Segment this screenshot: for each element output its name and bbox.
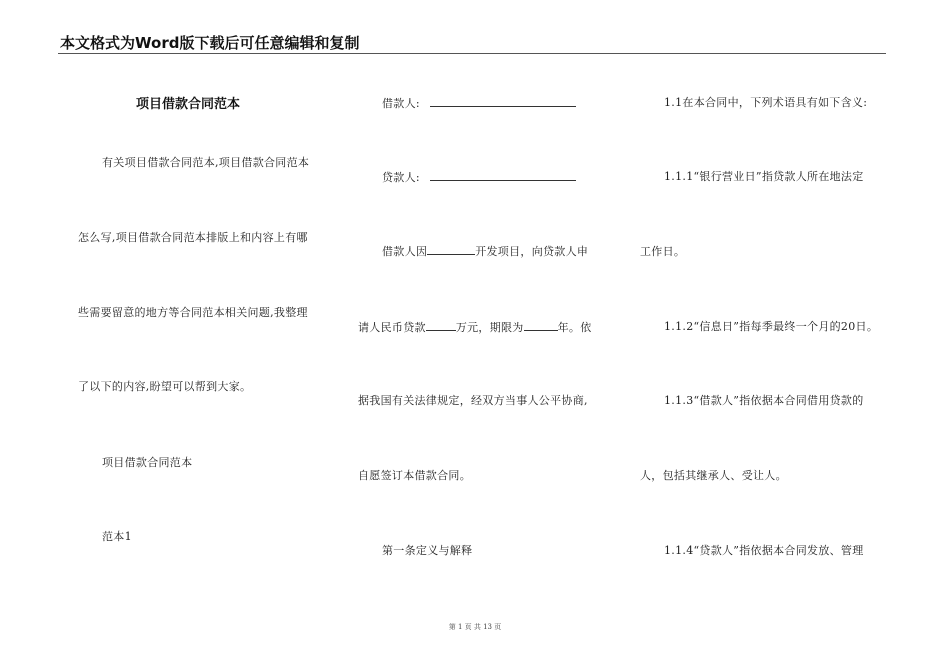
paragraph-line: [382, 242, 588, 259]
paragraph-line: 了以下的内容,盼望可以帮到大家。: [78, 380, 252, 393]
lender-field: [382, 168, 576, 185]
amount-blank: [426, 318, 456, 331]
sample-label: 范本1: [102, 530, 132, 543]
text-segment: 借款人因: [382, 245, 428, 258]
header-rule: [58, 53, 886, 54]
document-banner: 本文格式为Word版下载后可任意编辑和复制: [60, 34, 360, 52]
document-title: 项目借款合同范本: [136, 97, 241, 112]
text-segment: 开发项目，向贷款人申: [475, 245, 589, 258]
paragraph-line: 1.1.1“银行营业日”指贷款人所在地法定: [664, 170, 864, 183]
article-heading: 第一条定义与解释: [382, 544, 473, 557]
paragraph-line: 据我国有关法律规定，经双方当事人公平协商,: [358, 394, 588, 407]
text-segment: 万元，期限为: [455, 321, 524, 334]
paragraph-line: 1.1.3“借款人”指依据本合同借用贷款的: [664, 394, 864, 407]
paragraph-line: 工作日。: [640, 245, 686, 258]
borrower-field: [382, 94, 576, 111]
text-segment: 请人民币贷款: [358, 321, 426, 334]
paragraph-line: 些需要留意的地方等合同范本相关问题,我整理: [78, 306, 308, 319]
borrower-label: 借款人:: [382, 97, 420, 110]
section-heading: 项目借款合同范本: [102, 456, 193, 469]
paragraph-line: 1.1在本合同中，下列术语具有如下含义:: [664, 96, 868, 109]
paragraph-line: 自愿签订本借款合同。: [358, 469, 471, 482]
lender-blank: [430, 168, 576, 181]
paragraph-line: 1.1.2“信息日”指每季最终一个月的20日。: [664, 320, 879, 333]
paragraph-line: 有关项目借款合同范本,项目借款合同范本: [102, 156, 310, 169]
lender-label: 贷款人:: [382, 171, 420, 184]
term-blank: [524, 318, 558, 331]
paragraph-line: 怎么写,项目借款合同范本排版上和内容上有哪: [78, 231, 308, 244]
project-blank: [427, 242, 475, 255]
paragraph-line: [358, 318, 592, 335]
paragraph-line: 1.1.4“贷款人”指依据本合同发放、管理: [664, 544, 864, 557]
page-number: 第 1 页 共 13 页: [448, 623, 502, 631]
borrower-blank: [430, 94, 576, 107]
text-segment: 年。依: [557, 321, 592, 334]
paragraph-line: 人，包括其继承人、受让人。: [640, 469, 787, 482]
